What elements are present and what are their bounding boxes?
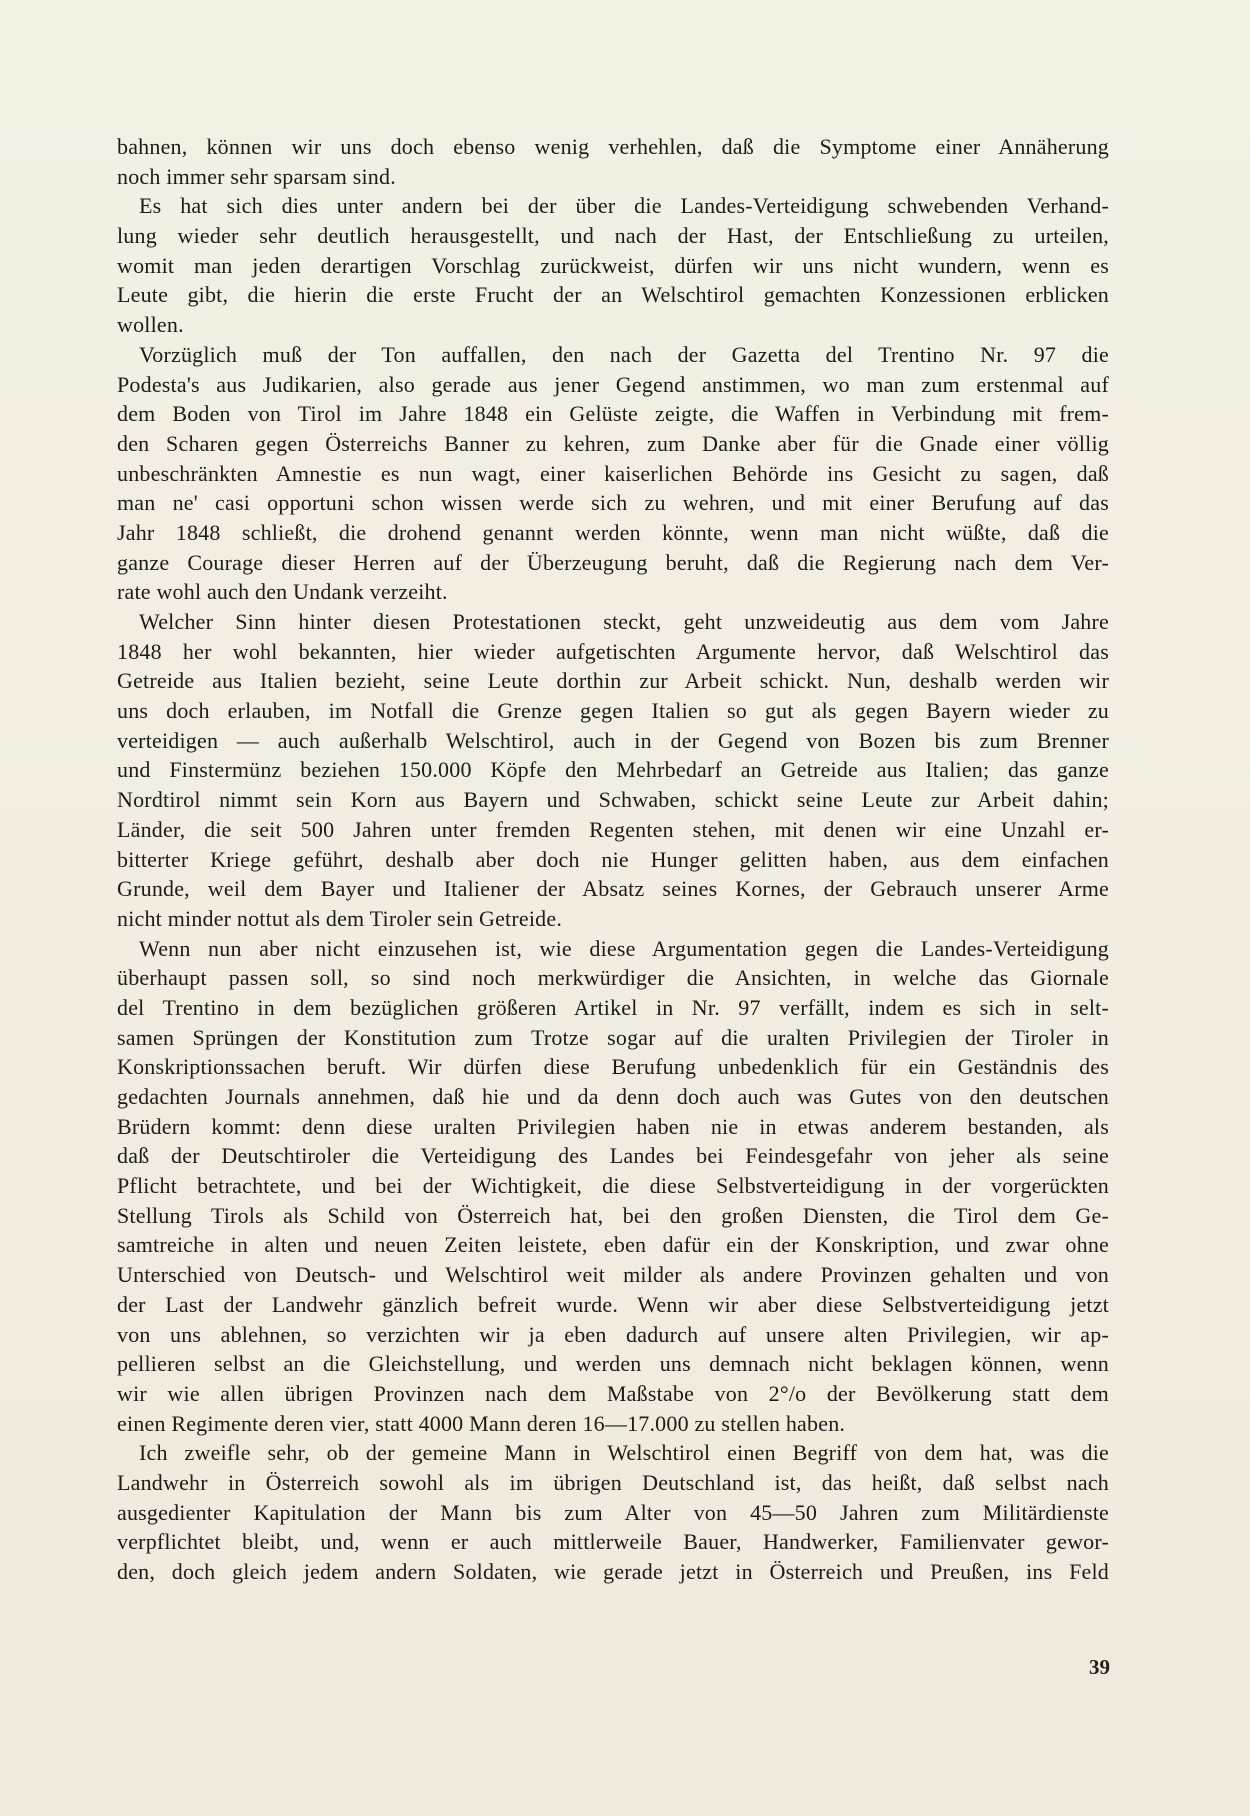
text-line: Jahr 1848 schließt, die drohend genannt werden könnte, wenn man nicht wüßte, daß die (117, 519, 1109, 545)
text-line: Grunde, weil dem Bayer und Italiener der Absatz seines Kornes, der Gebrauch unserer Arme (117, 876, 1109, 902)
text-line: Brüdern kommt: denn diese uralten Privilegien haben nie in etwas anderem bestanden, als (117, 1113, 1109, 1139)
text-line: dem Boden von Tirol im Jahre 1848 ein Gelüste zeigte, die Waffen in Verbindung mit frem- (117, 401, 1109, 427)
text-line: Leute gibt, die hierin die erste Frucht der an Welschtirol gemachten Konzessionen erblicken (117, 282, 1109, 308)
text-line: Nordtirol nimmt sein Korn aus Bayern und Schwaben, schickt seine Leute zur Arbeit dahin; (117, 787, 1109, 813)
text-line: Konskriptionssachen beruft. Wir dürfen diese Berufung unbedenklich für ein Geständnis des (117, 1054, 1109, 1080)
text-line: nicht minder nottut als dem Tiroler sein Getreide. (117, 905, 563, 931)
text-line: wollen. (117, 312, 184, 338)
text-line: Länder, die seit 500 Jahren unter fremden Regenten stehen, mit denen wir eine Unzahl er- (117, 816, 1109, 842)
text-line: wir wie allen übrigen Provinzen nach dem Maßstabe von 2°/o der Bevölkerung statt dem (117, 1380, 1109, 1406)
text-line: Stellung Tirols als Schild von Österreich hat, bei den großen Diensten, die Tirol dem Ge- (117, 1202, 1109, 1228)
text-line: verteidigen — auch außerhalb Welschtirol, auch in der Gegend von Bozen bis zum Brenner (117, 727, 1109, 753)
text-line: Wenn nun aber nicht einzusehen ist, wie diese Argumentation gegen die Landes-Verteidigung (139, 935, 1109, 961)
text-line: Getreide aus Italien bezieht, seine Leute dorthin zur Arbeit schickt. Nun, deshalb werden wir (117, 668, 1109, 694)
text-line: rate wohl auch den Undank verzeiht. (117, 579, 448, 605)
text-line: den Scharen gegen Österreichs Banner zu kehren, zum Danke aber für die Gnade einer völlig (117, 430, 1109, 456)
text-line: Welcher Sinn hinter diesen Protestationen steckt, geht unzweideutig aus dem vom Jahre (139, 609, 1109, 634)
text-line: verpflichtet bleibt, und, wenn er auch mittlerweile Bauer, Handwerker, Familienvater gewor- (117, 1529, 1109, 1555)
text-line: bahnen, können wir uns doch ebenso wenig verhehlen, daß die Symptome einer Annäherung (117, 134, 1109, 159)
body-text (117, 132, 1109, 1587)
text-line: del Trentino in dem bezüglichen größeren Artikel in Nr. 97 verfällt, indem es sich in selt- (117, 994, 1109, 1020)
text-line: gedachten Journals annehmen, daß hie und da denn doch auch was Gutes von den deutschen (117, 1084, 1109, 1109)
text-line: bitterter Kriege geführt, deshalb aber doch nie Hunger gelitten haben, aus dem einfachen (117, 846, 1109, 872)
text-line: daß der Deutschtiroler die Verteidigung des Landes bei Feindesgefahr von jeher als seine (117, 1143, 1109, 1169)
text-line: man ne' casi opportuni schon wissen werde sich zu wehren, und mit einer Berufung auf das (117, 490, 1109, 516)
text-line: samen Sprüngen der Konstitution zum Trotze sogar auf die uralten Privilegien der Tiroler in (117, 1024, 1109, 1050)
text-line: der Last der Landwehr gänzlich befreit wurde. Wenn wir aber diese Selbstverteidigung jetzt (117, 1291, 1109, 1317)
page-number: 39 (1089, 1655, 1110, 1679)
text-line: Vorzüglich muß der Ton auffallen, den nach der Gazetta del Trentino Nr. 97 die (139, 341, 1109, 367)
text-line: Pflicht betrachtete, und bei der Wichtigkeit, die diese Selbstverteidigung in der vorgerückten (117, 1173, 1109, 1199)
text-line: und Finstermünz beziehen 150.000 Köpfe den Mehrbedarf an Getreide aus Italien; das ganze (117, 757, 1109, 783)
text-line: ganze Courage dieser Herren auf der Überzeugung beruht, daß die Regierung nach dem Ver- (117, 549, 1109, 575)
text-line: samtreiche in alten und neuen Zeiten leistete, eben dafür ein der Konskription, und zwar ohne (117, 1232, 1109, 1258)
text-line: den, doch gleich jedem andern Soldaten, wie gerade jetzt in Österreich und Preußen, ins Feld (117, 1559, 1109, 1584)
text-line: uns doch erlauben, im Notfall die Grenze gegen Italien so gut als gegen Bayern wieder zu (117, 698, 1109, 724)
text-line: 1848 her wohl bekannten, hier wieder aufgetischten Argumente hervor, daß Welschtirol das (117, 638, 1109, 664)
text-line: einen Regimente deren vier, statt 4000 Mann deren 16—17.000 zu stellen haben. (117, 1410, 846, 1436)
text-line: unbeschränkten Amnestie es nun wagt, einer kaiserlichen Behörde ins Gesicht zu sagen, daß (117, 460, 1109, 486)
text-line: Unterschied von Deutsch- und Welschtirol weit milder als andere Provinzen gehalten und von (117, 1262, 1109, 1288)
text-line: womit man jeden derartigen Vorschlag zurückweist, dürfen wir uns nicht wundern, wenn es (117, 252, 1109, 278)
text-line: von uns ablehnen, so verzichten wir ja eben dadurch auf unsere alten Privilegien, wir ap- (117, 1321, 1109, 1347)
text-line: Podesta's aus Judikarien, also gerade aus jener Gegend anstimmen, wo man zum erstenmal auf (117, 371, 1109, 397)
text-line: noch immer sehr sparsam sind. (117, 163, 396, 189)
text-line: Landwehr in Österreich sowohl als im übrigen Deutschland ist, das heißt, daß selbst nach (117, 1469, 1109, 1495)
text-line: Es hat sich dies unter andern bei der über die Landes-Verteidigung schwebenden Verhand- (139, 193, 1109, 219)
text-line: lung wieder sehr deutlich herausgestellt, und nach der Hast, der Entschließung zu urteilen, (117, 223, 1109, 249)
text-line: ausgedienter Kapitulation der Mann bis zum Alter von 45—50 Jahren zum Militärdienste (117, 1499, 1109, 1525)
text-line: Ich zweifle sehr, ob der gemeine Mann in Welschtirol einen Begriff von dem hat, was die (139, 1440, 1109, 1466)
text-line: pellieren selbst an die Gleichstellung, und werden uns demnach nicht beklagen können, wenn (117, 1351, 1109, 1377)
text-line: überhaupt passen soll, so sind noch merkwürdiger die Ansichten, in welche das Giornale (117, 965, 1109, 991)
